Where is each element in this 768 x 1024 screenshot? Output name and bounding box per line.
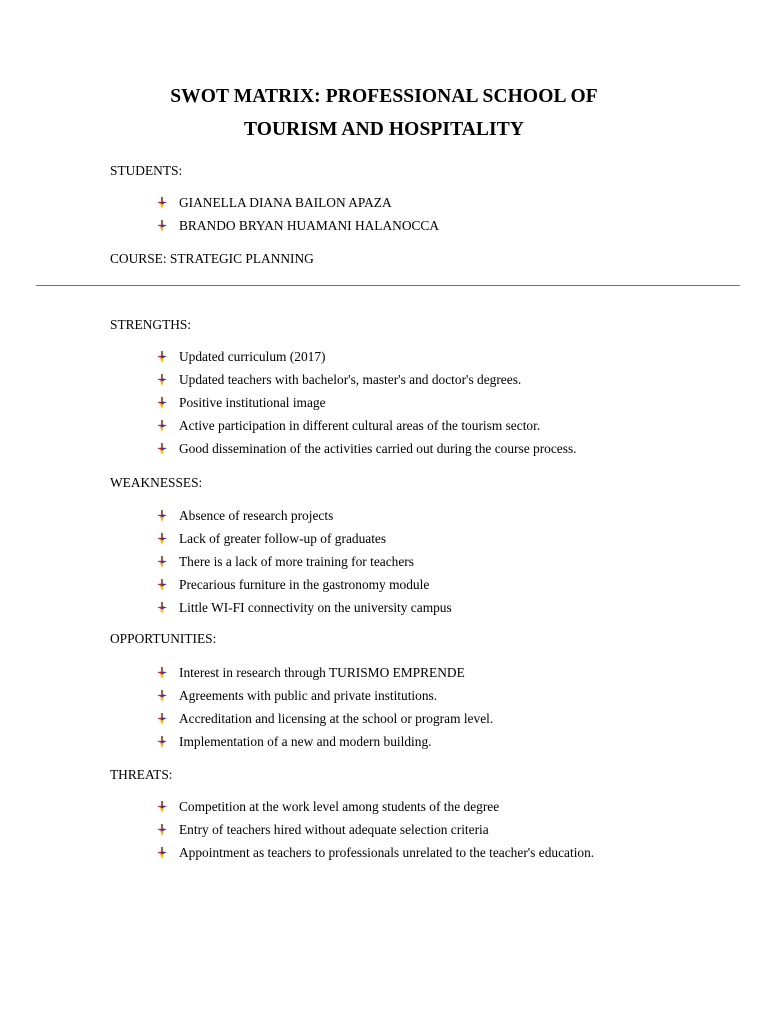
list-item-text: Interest in research through TURISMO EMPRENDE: [179, 665, 465, 680]
document-title-line-2: TOURISM AND HOSPITALITY: [243, 119, 525, 140]
list-item-text: Precarious furniture in the gastronomy module: [179, 577, 430, 592]
list-item-text: Competition at the work level among students of the degree: [179, 799, 500, 814]
pin-bullet-icon: [157, 667, 167, 679]
pin-bullet-icon: [157, 533, 167, 545]
opportunities-label: OPPORTUNITIES:: [110, 631, 217, 646]
list-item-text: Updated curriculum (2017): [179, 349, 326, 364]
pin-bullet-icon: [157, 579, 167, 591]
list-item-text: Updated teachers with bachelor's, master's and doctor's degrees.: [179, 372, 522, 387]
document-title-line-1: SWOT MATRIX: PROFESSIONAL SCHOOL OF: [170, 86, 598, 107]
list-item-text: Entry of teachers hired without adequate selection criteria: [179, 822, 489, 837]
list-item-text: GIANELLA DIANA BAILON APAZA: [179, 195, 392, 210]
pin-bullet-icon: [157, 510, 167, 522]
list-item-text: Good dissemination of the activities carried out during the course process.: [179, 441, 577, 456]
pin-bullet-icon: [157, 397, 167, 409]
list-item-text: Absence of research projects: [179, 508, 334, 523]
pin-bullet-icon: [157, 690, 167, 702]
course-label: COURSE: STRATEGIC PLANNING: [110, 251, 314, 266]
list-item-text: Implementation of a new and modern building.: [179, 734, 432, 749]
list-item-text: BRANDO BRYAN HUAMANI HALANOCCA: [179, 218, 440, 233]
pin-bullet-icon: [157, 351, 167, 363]
list-item-text: Lack of greater follow-up of graduates: [179, 531, 387, 546]
pin-bullet-icon: [157, 801, 167, 813]
strengths-label: STRENGTHS:: [110, 317, 192, 332]
pin-bullet-icon: [157, 197, 167, 209]
pin-bullet-icon: [157, 374, 167, 386]
list-item-text: Little WI-FI connectivity on the university campus: [179, 600, 452, 615]
pin-bullet-icon: [157, 443, 167, 455]
pin-bullet-icon: [157, 420, 167, 432]
pin-bullet-icon: [157, 847, 167, 859]
threats-label: THREATS:: [110, 767, 173, 782]
pin-bullet-icon: [157, 713, 167, 725]
list-item-text: Active participation in different cultural areas of the tourism sector.: [179, 418, 541, 433]
list-item-text: Agreements with public and private institutions.: [179, 688, 438, 703]
list-item-text: Accreditation and licensing at the school or program level.: [179, 711, 494, 726]
weaknesses-label: WEAKNESSES:: [110, 475, 203, 490]
section-divider: [36, 285, 740, 286]
pin-bullet-icon: [157, 556, 167, 568]
students-label: STUDENTS:: [110, 163, 183, 178]
list-item-text: Positive institutional image: [179, 395, 326, 410]
pin-bullet-icon: [157, 736, 167, 748]
pin-bullet-icon: [157, 824, 167, 836]
list-item-text: There is a lack of more training for teachers: [179, 554, 414, 569]
pin-bullet-icon: [157, 602, 167, 614]
list-item-text: Appointment as teachers to professionals unrelated to the teacher's education.: [179, 845, 595, 860]
pin-bullet-icon: [157, 220, 167, 232]
